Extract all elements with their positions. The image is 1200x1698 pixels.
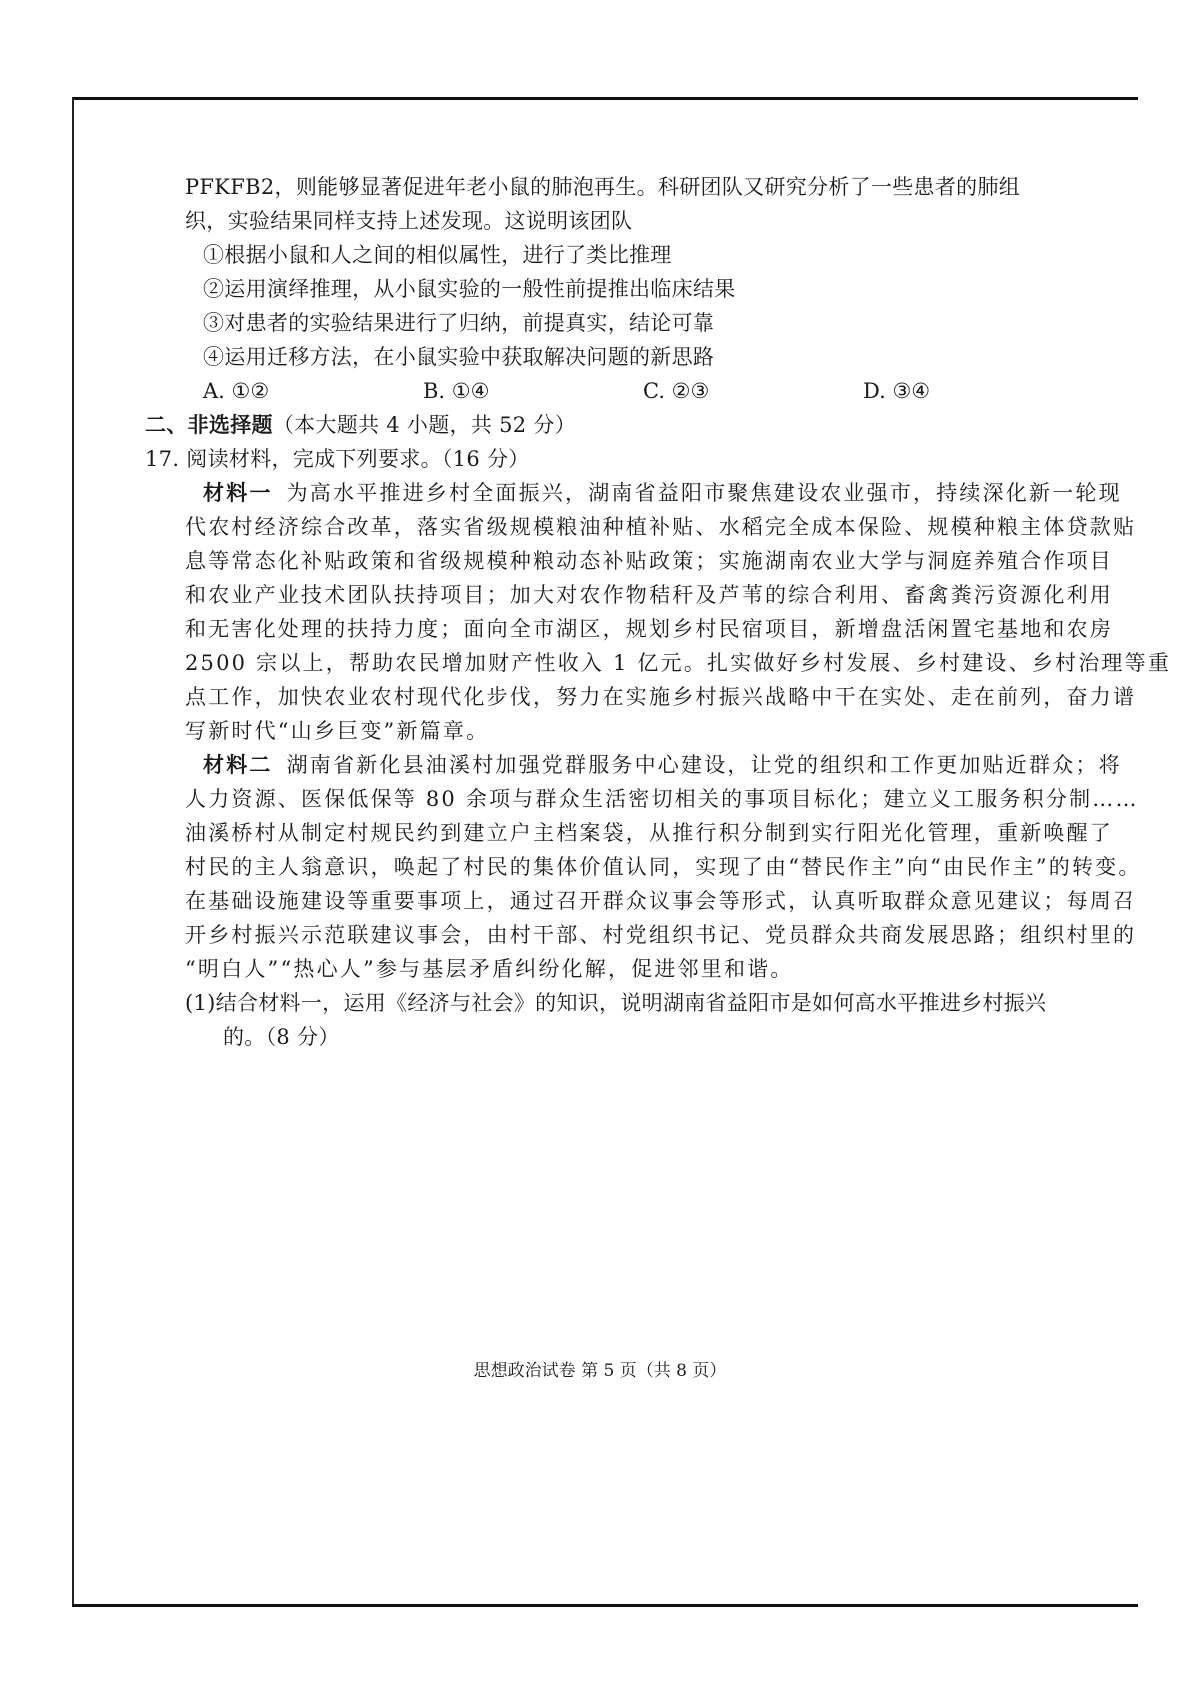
sub-question-1: [185, 986, 1065, 1054]
material-two-line-6: 开乡村振兴示范联建议事会，由村干部、村党组织书记、党员群众共商发展思路；组织村里的: [185, 923, 1137, 947]
question17-stem: 17. 阅读材料，完成下列要求。（16 分）: [145, 447, 530, 471]
answer-options: [185, 374, 1083, 408]
continuation-line-2: 织，实验结果同样支持上述发现。这说明该团队: [185, 209, 633, 233]
option-d: D. ③④: [863, 379, 931, 403]
material-one-line-4: 和农业产业技术团队扶持项目；加大对农作物秸秆及芦苇的综合利用、畜禽粪污资源化利用: [185, 583, 1113, 607]
material-one-line-5: 和无害化处理的扶持力度；面向全市湖区，规划乡村民宿项目，新增盘活闲置宅基地和农房: [185, 617, 1113, 641]
exam-page-content: [145, 170, 1172, 1054]
material-two-label: 材料二: [203, 752, 273, 777]
material-one-line-6: 2500 宗以上，帮助农民增加财产性收入 1 亿元。扎实做好乡村发展、乡村建设、乡村治理等重: [185, 651, 1172, 675]
question16-continuation: [185, 170, 1065, 408]
material-one-line-8: 写新时代“山乡巨变”新篇章。: [185, 719, 490, 743]
page-footer: 思想政治试卷 第 5 页（共 8 页）: [473, 1361, 727, 1381]
material-two-line-2: 人力资源、医保低保等 80 余项与群众生活密切相关的事项目标化；建立义工服务积分制……: [185, 787, 1139, 811]
option-c: C. ②③: [643, 379, 710, 403]
material-one-line-1: 为高水平推进乡村全面振兴，湖南省益阳市聚焦建设农业强市，持续深化新一轮现: [286, 481, 1122, 505]
section-title: 二、非选择题: [145, 412, 273, 437]
bottom-border-line: [72, 1604, 1138, 1607]
material-one-label: 材料一: [203, 480, 273, 505]
sub-question-1-line-2: 的。（8 分）: [223, 1025, 340, 1049]
statement-2: ②运用演绎推理，从小鼠实验的一般性前提推出临床结果: [203, 277, 736, 301]
material-two-line-3: 油溪桥村从制定村规民约到建立户主档案袋，从推行积分制到实行阳光化管理，重新唤醒了: [185, 821, 1113, 845]
material-one: [185, 476, 1172, 748]
option-b: B. ①④: [423, 379, 490, 403]
sub-question-1-line-1: (1)结合材料一，运用《经济与社会》的知识，说明湖南省益阳市是如何高水平推进乡村振兴: [185, 991, 1047, 1015]
material-two: [185, 748, 1142, 986]
material-two-line-4: 村民的主人翁意识，唤起了村民的集体价值认同，实现了由“替民作主”向“由民作主”的转变。: [185, 855, 1142, 879]
material-one-line-7: 点工作，加快农业农村现代化步伐，努力在实施乡村振兴战略中干在实处、走在前列，奋力谱: [185, 685, 1137, 709]
section-heading: [145, 408, 1065, 442]
material-two-line-1: 湖南省新化县油溪村加强党群服务中心建设，让党的组织和工作更加贴近群众；将: [286, 753, 1122, 777]
material-two-line-7: “明白人”“热心人”参与基层矛盾纠纷化解，促进邻里和谐。: [185, 957, 794, 981]
material-two-line-5: 在基础设施建设等重要事项上，通过召开群众议事会等形式，认真听取群众意见建议；每周召: [185, 889, 1137, 913]
section-note: （本大题共 4 小题，共 52 分）: [272, 413, 576, 437]
continuation-line-1: PFKFB2，则能够显著促进年老小鼠的肺泡再生。科研团队又研究分析了一些患者的肺组: [185, 175, 1021, 199]
top-border-line: [72, 97, 1138, 100]
material-one-line-3: 息等常态化补贴政策和省级规模种粮动态补贴政策；实施湖南农业大学与洞庭养殖合作项目: [185, 549, 1113, 573]
statement-1: ①根据小鼠和人之间的相似属性，进行了类比推理: [203, 243, 672, 267]
statement-3: ③对患者的实验结果进行了归纳，前提真实，结论可靠: [203, 311, 715, 335]
option-a: A. ①②: [203, 379, 270, 403]
material-one-line-2: 代农村经济综合改革，落实省级规模粮油种植补贴、水稻完全成本保险、规模种粮主体贷款贴: [185, 515, 1137, 539]
statement-4: ④运用迁移方法，在小鼠实验中获取解决问题的新思路: [203, 345, 715, 369]
